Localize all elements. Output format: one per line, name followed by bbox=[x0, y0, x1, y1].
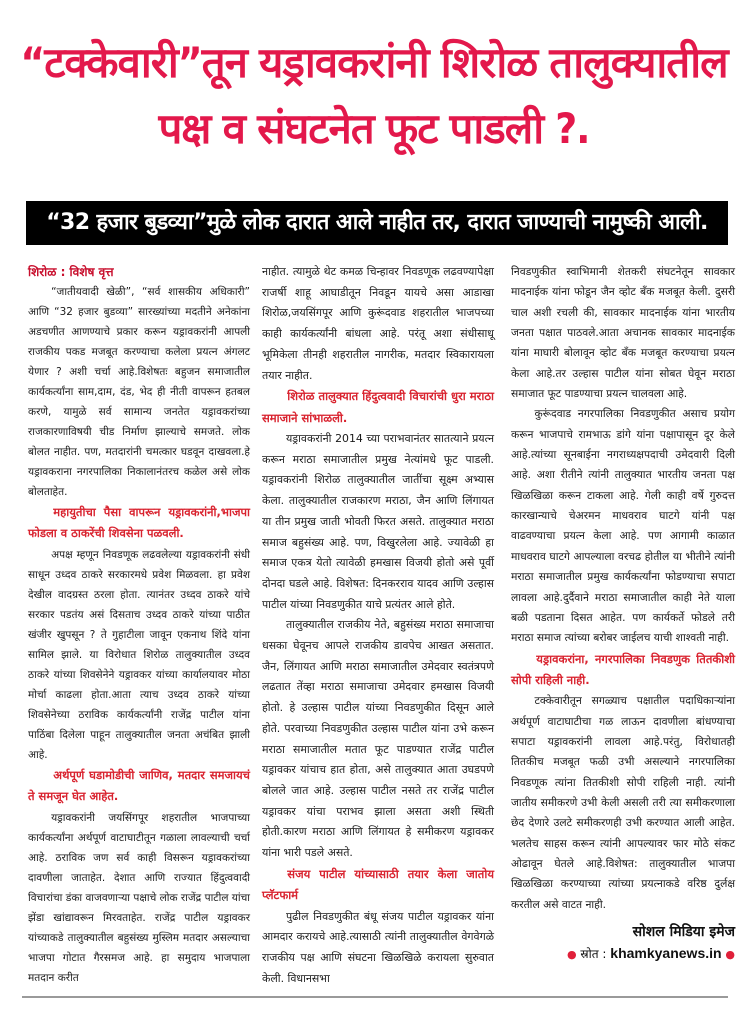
paragraph: “जातीयवादी खेळी”, “सर्व शासकीय अधिकारी” आणि “32 हजार बुडव्या” सारख्यांच्या मदतीने अनेकांना अडचणीत आणण्याचे प्रकार करून यड्रावकरांनी आपली राजकीय पकड मजबूत करण्याचा कलेला प्रयत्न अंगलट येणार ? अशी चर्चा आहे.विशेषतः बहुजन समाजातील कार्यकर्त्यांना साम,दाम, दंड, भेद ही नीती वापरून हतबल करणे, यामुळे सर्व सामान्य जनतेत यड्रावकरांच्या राजकारणाविषयी चीड निर्माण झाल्याचे समजते. लोक बोलत नाहीत. पण, मतदारांनी चमत्कार घडवून दाखवला.हे यड्रावकराना नगरपालिका निकालानंतरच कळेल असे लोक बोलताहेत. bbox=[28, 286, 250, 498]
subheading: अर्थपूर्ण घडामोडीची जाणिव, मतदार समजायचं ते समजून घेत आहेत. bbox=[28, 767, 250, 804]
headline bbox=[0, 30, 748, 162]
subtitle-banner: “32 हजार बुडव्या”मुळे लोक दारात आले नाहीत तर, दारात जाण्याची नामुष्की आली. bbox=[26, 201, 728, 245]
credit-title: सोशल मिडिया इमेज bbox=[632, 924, 735, 941]
credit-source bbox=[511, 943, 735, 965]
bullet-dot-icon: ● bbox=[566, 948, 577, 962]
paragraph: यड्रावकरांनी 2014 च्या पराभवानंतर सातत्याने प्रयत्न करून मराठा समाजातील प्रमुख नेत्यांमधे फूट पाडली. यड्रावकरांनी शिरोळ तालुक्यातील जातींचा सूक्ष्म अभ्यास केला. तालुक्यातील राजकारण मराठा, जैन आणि लिंगायत या तीन प्रमुख जाती भोवती फिरत असते. तालुक्यात मराठा समाज बहुसंख्य आहे. पण, विखुरलेला आहे. ज्यावेळी हा समाज एकत्र येतो त्यावेळी हमखास विजयी होतो असे पूर्वी दोनदा घडले आहे. विशेषत: दिनकरराव यादव आणि उल्हास पाटील यांच्या निवडणुकीत याचे प्रत्यंतर आले होते. bbox=[262, 432, 494, 611]
paragraph: यड्रावकरांनी जयसिंगपूर शहरातील भाजपाच्या कार्यकर्त्यांना अर्थपूर्ण वाटाघाटीतून गळाला लावल्याची चर्चा आहे. ठराविक जण सर्व काही विसरून यड्रावकरांच्या दावणीला जाताहेत. देशात आणि राज्यात हिंदुत्ववादी विचारांचा डंका वाजवणाऱ्या पक्षाचे लोक राजेंद्र पाटील यांचा झेंडा खांद्यावरून मिरवताहेत. राजेंद्र पाटील यड्रावकर यांच्याकडे तालुक्यातील बहुसंख्य मुस्लिम मतदार असल्याचा भाजपा गोटात गैरसमज आहे. हा समुदाय भाजपाला मतदान करीत bbox=[28, 811, 250, 984]
article-column-3 bbox=[511, 262, 735, 965]
bullet-dot-icon: ● bbox=[725, 948, 735, 962]
image-credit bbox=[511, 921, 735, 965]
paragraph: निवडणुकीत स्वाभिमानी शेतकरी संघटनेतून सावकार मादनाईक यांना फोडून जैन व्होट बँक मजबूत केली. दुसरी चाल अशी रचली की, सावकार मादनाईक यांना भारतीय जनता पक्षात पाठवले.आता अचानक सावकार मादनाईक यांना माघारी बोलावून व्होट बँक मजबूत करण्याचा प्रयत्न केला आहे.तर उल्हास पाटील यांना सोबत घेवून मराठा समाजात फूट पाडण्याचा प्रयत्न चालवला आहे. bbox=[511, 265, 735, 401]
paragraph: नाहीत. त्यामुळे थेट कमळ चिन्हावर निवडणूक लढवण्यापेक्षा राजर्षी शाहू आघाडीतून निवडून यायचे असा आडाखा शिरोळ,जयसिंगपूर आणि कुरूंदवाड शहरातील भाजपच्या काही कार्यकर्त्यांनी बांधला आहे. परंतू अशा संधीसाधू भूमिकेला तीनही शहरातील नागरीक, मतदार स्विकारायला तयार नाहीत. bbox=[262, 265, 494, 382]
subheading: महायुतीचा पैसा वापरून यड्रावकरांनी,भाजपा फोडला व ठाकरेंची शिवसेना पळवली. bbox=[28, 505, 250, 541]
headline-line-2: पक्ष व संघटनेत फूट पाडली ?. bbox=[158, 104, 590, 153]
subheading: संजय पाटील यांच्यासाठी तयार केला जातोय प्लॅटफार्म bbox=[262, 866, 494, 903]
headline-line-1: “टक्केवारी”तून यड्रावकरांनी शिरोळ तालुक्यातील bbox=[20, 38, 728, 87]
article-column-1 bbox=[28, 262, 250, 988]
paragraph: टक्केवारीतून सगळ्याच पक्षातील पदाधिकाऱ्यांना अर्थपूर्ण वाटाघाटीचा गळ लाऊन दावणीला बांधण्याचा सपाटा यड्रावकरांनी लावला आहे.परंतु, विरोधातही तितकीच मजबूत फळी उभी असल्याने नगरपालिका निवडणूक त्यांना तितकीशी सोपी राहिली नाही. त्यांनी जातीय समीकरणे उभी केली असली तरी त्या समीकरणाला छेद देणारे उलटे समीकरणही उभी करण्यात आली आहेत. भलतेच साहस करून त्यांनी आपल्यावर फार मोठे संकट ओढावून घेतले आहे.विशेषत: तालुक्यातील भाजपा खिळखिळा करण्याच्या त्यांच्या प्रयत्नाकडे वरिष्ठ दुर्लक्ष करतील असे वाटत नाही. bbox=[511, 694, 735, 911]
subheading: यड्रावकरांना, नगरपालिका निवडणुक तितकीशी सोपी राहिली नाही. bbox=[511, 651, 735, 687]
source-site: khamkyanews.in bbox=[610, 945, 722, 962]
article-column-2 bbox=[262, 262, 494, 989]
paragraph: तालुक्यातील राजकीय नेते, बहुसंख्य मराठा समाजाचा धसका घेवूनच आपले राजकीय डावपेच आखत असतात. जैन, लिंगायत आणि मराठा समाजातील उमेदवार स्वतंत्रपणे लढतात तेंव्हा मराठा समाजाचा उमेदवार हमखास विजयी होतो. हे उल्हास पाटील यांच्या निवडणुकीत दिसून आले होते. परवाच्या निवडणुकीत उल्हास पाटील यांना उभे करून मराठा समाजातील मतात फूट पाडण्यात राजेंद्र पाटील यड्रावकर यांचाच हात होता, असे तालुक्यात आता उघडपणे बोलले जात आहे. उल्हास पाटील नसते तर राजेंद्र पाटील यड्रावकर यांचा पराभव झाला असता अशी स्थिती होती.कारण मराठा आणि लिंगायत हे समीकरण यड्रावकर यांना भारी पडले असते. bbox=[262, 618, 494, 860]
paragraph: कुरूंदवाड नगरपालिका निवडणुकीत असाच प्रयोग करून भाजपाचे रामभाऊ डांगे यांना पक्षापासून दूर केले आहे.त्यांच्या सूनबाईना नगराध्यक्षपदाची उमेदवारी दिली आहे. अशा रीतीने त्यांनी तालुक्यात भारतीय जनता पक्ष खिळखिळा करून टाकला आहे. गेली काही वर्षे गुरुदत्त कारखान्याचे चेअरमन माधवराव घाटगे यांनी पक्ष वाढवण्याचा प्रयत्न केला आहे. पण आगामी काळात माधवराव घाटगे आपल्याला वरचढ होतील या भीतीने त्यांनी मराठा समाजातील प्रमुख कार्यकर्त्यांना फोडण्याचा सपाटा लावला आहे.दुर्दैवाने मराठा समाजातील काही नेते याला बळी पडताना दिसत आहेत. पण कार्यकर्ते फोडले तरी मराठा समाज त्यांच्या बरोबर जाईलच याची शाश्वती नाही. bbox=[511, 407, 735, 645]
dateline: शिरोळ : विशेष वृत्त bbox=[28, 265, 114, 279]
paragraph: पुढील निवडणुकीत बंधू संजय पाटील यड्रावकर यांना आमदार करायचे आहे.त्यासाठी त्यांनी तालुक्यातील वेगवेगळे राजकीय पक्ष आणि संघटना खिळखिळे करायला सुरुवात केली. विधानसभा bbox=[262, 909, 494, 985]
source-label: स्रोत : bbox=[580, 947, 607, 962]
subheading: शिरोळ तालुक्यात हिंदुत्ववादी विचारांची धुरा मराठा समाजाने सांभाळली. bbox=[262, 389, 494, 425]
paragraph: अपक्ष म्हणून निवडणूक लढवलेल्या यड्रावकरांनी संधी साधून उध्दव ठाकरे सरकारमधे प्रवेश मिळवला. हा प्रवेश देखील वादग्रस्त ठरला होता. त्यानंतर उध्दव ठाकरे यांचे सरकार पडतंय असं दिसताच उध्दव ठाकरे यांच्या पाठीत खंजीर खुपसून ? ते गुहाटीला जावून एकनाथ शिंदे यांना सामिल झाले. या विरोधात शिरोळ तालुक्यातील उध्दव ठाकरे यांच्या शिवसेनेने यड्रावकर यांच्या कार्यालयावर मोठा मोर्चा काढला होता.आता त्याच उध्दव ठाकरे यांच्या शिवसेनेच्या ठराविक कार्यकर्त्यांनी राजेंद्र पाटील यांना पाठिंबा दिलेला पाहून तालुक्यातील जनता अचंबित झाली आहे. bbox=[28, 548, 250, 761]
bottom-divider bbox=[22, 996, 728, 998]
